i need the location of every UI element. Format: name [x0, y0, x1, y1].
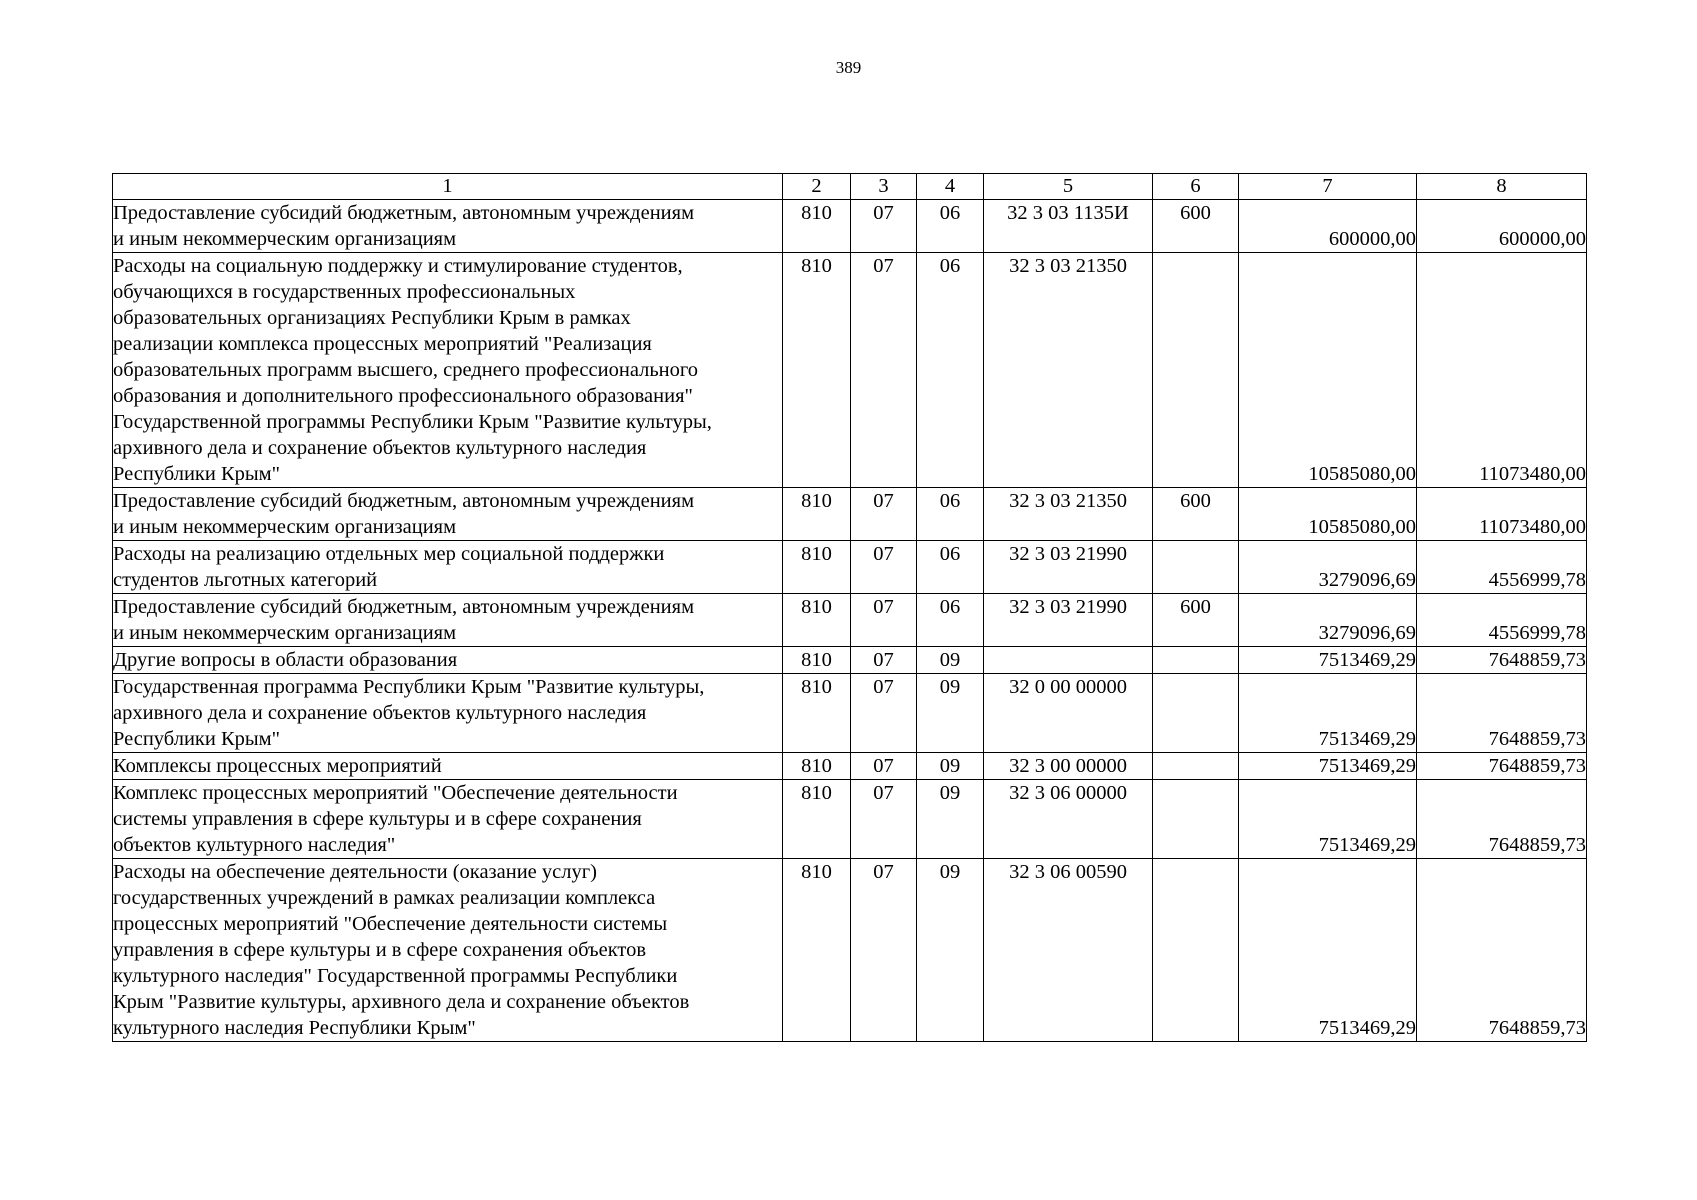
section-code: 07 [851, 200, 917, 253]
table-row [113, 541, 1587, 594]
table-row [113, 647, 1587, 674]
amount-year-1: 7513469,29 [1239, 647, 1417, 674]
target-article-code: 32 3 03 21990 [984, 541, 1153, 594]
row-description [113, 253, 783, 488]
expense-type-code [1153, 780, 1239, 859]
column-number-row [113, 174, 1587, 200]
description-line: образовательных организациях Республики Крым в рамках [113, 307, 631, 329]
target-article-code: 32 3 03 21990 [984, 594, 1153, 647]
subsection-code: 06 [917, 200, 984, 253]
table-row [113, 594, 1587, 647]
page-number: 389 [835, 58, 862, 77]
expense-type-code [1153, 674, 1239, 753]
admin-code: 810 [783, 859, 851, 1042]
section-code: 07 [851, 647, 917, 674]
target-article-code: 32 3 06 00000 [984, 780, 1153, 859]
subsection-code: 09 [917, 859, 984, 1042]
amount-year-2: 4556999,78 [1417, 594, 1587, 647]
amount-year-1: 3279096,69 [1239, 594, 1417, 647]
description-line: и иным некоммерческим организациям [113, 516, 457, 538]
subsection-code: 09 [917, 780, 984, 859]
amount-year-1: 3279096,69 [1239, 541, 1417, 594]
target-article-code [984, 647, 1153, 674]
amount-year-1: 7513469,29 [1239, 674, 1417, 753]
subsection-code: 06 [917, 488, 984, 541]
admin-code: 810 [783, 647, 851, 674]
amount-year-1: 7513469,29 [1239, 753, 1417, 780]
target-article-code: 32 3 06 00590 [984, 859, 1153, 1042]
admin-code: 810 [783, 594, 851, 647]
row-description [113, 647, 783, 674]
description-line: архивного дела и сохранение объектов культурного наследия [113, 702, 647, 724]
expense-type-code [1153, 541, 1239, 594]
description-line: культурного наследия Республики Крым" [113, 1017, 476, 1039]
description-line: Государственная программа Республики Крым "Развитие культуры, [113, 676, 705, 698]
description-line: Комплексы процессных мероприятий [113, 755, 442, 777]
admin-code: 810 [783, 488, 851, 541]
description-line: и иным некоммерческим организациям [113, 228, 457, 250]
table-row [113, 753, 1587, 780]
section-code: 07 [851, 253, 917, 488]
description-line: обучающихся в государственных профессиональных [113, 281, 576, 303]
target-article-code: 32 3 03 21350 [984, 253, 1153, 488]
description-line: образовательных программ высшего, среднего профессионального [113, 359, 699, 381]
admin-code: 810 [783, 780, 851, 859]
column-header: 1 [113, 174, 783, 200]
table-row [113, 780, 1587, 859]
table-row [113, 674, 1587, 753]
row-description [113, 859, 783, 1042]
table-row [113, 859, 1587, 1042]
description-line: государственных учреждений в рамках реализации комплекса [113, 887, 656, 909]
section-code: 07 [851, 488, 917, 541]
section-code: 07 [851, 594, 917, 647]
budget-table [112, 173, 1587, 1042]
description-line: Другие вопросы в области образования [113, 649, 458, 671]
section-code: 07 [851, 674, 917, 753]
column-header: 6 [1153, 174, 1239, 200]
description-line: Государственной программы Республики Крым "Развитие культуры, [113, 411, 712, 433]
description-line: и иным некоммерческим организациям [113, 622, 457, 644]
description-line: объектов культурного наследия" [113, 834, 396, 856]
section-code: 07 [851, 859, 917, 1042]
column-header: 7 [1239, 174, 1417, 200]
description-line: управления в сфере культуры и в сфере сохранения объектов [113, 939, 646, 961]
amount-year-2: 4556999,78 [1417, 541, 1587, 594]
description-line: культурного наследия" Государственной программы Республики [113, 965, 678, 987]
amount-year-2: 7648859,73 [1417, 753, 1587, 780]
column-header: 3 [851, 174, 917, 200]
amount-year-1: 10585080,00 [1239, 253, 1417, 488]
description-line: Республики Крым" [113, 728, 281, 750]
row-description [113, 753, 783, 780]
subsection-code: 06 [917, 541, 984, 594]
expense-type-code [1153, 859, 1239, 1042]
description-line: архивного дела и сохранение объектов культурного наследия [113, 437, 647, 459]
section-code: 07 [851, 541, 917, 594]
section-code: 07 [851, 753, 917, 780]
expense-type-code [1153, 647, 1239, 674]
description-line: Расходы на реализацию отдельных мер социальной поддержки [113, 543, 665, 565]
row-description [113, 780, 783, 859]
expense-type-code: 600 [1153, 488, 1239, 541]
subsection-code: 06 [917, 594, 984, 647]
subsection-code: 06 [917, 253, 984, 488]
expense-type-code: 600 [1153, 594, 1239, 647]
table-row [113, 253, 1587, 488]
amount-year-2: 11073480,00 [1417, 488, 1587, 541]
admin-code: 810 [783, 753, 851, 780]
description-line: Комплекс процессных мероприятий "Обеспечение деятельности [113, 782, 678, 804]
description-line: Республики Крым" [113, 463, 281, 485]
description-line: Расходы на социальную поддержку и стимулирование студентов, [113, 255, 683, 277]
table-row [113, 200, 1587, 253]
admin-code: 810 [783, 200, 851, 253]
description-line: Предоставление субсидий бюджетным, автономным учреждениям [113, 596, 695, 618]
subsection-code: 09 [917, 674, 984, 753]
row-description [113, 594, 783, 647]
amount-year-1: 7513469,29 [1239, 859, 1417, 1042]
table-row [113, 488, 1587, 541]
row-description [113, 200, 783, 253]
expense-type-code [1153, 253, 1239, 488]
description-line: студентов льготных категорий [113, 569, 378, 591]
column-header: 5 [984, 174, 1153, 200]
target-article-code: 32 3 03 21350 [984, 488, 1153, 541]
column-header: 4 [917, 174, 984, 200]
amount-year-1: 10585080,00 [1239, 488, 1417, 541]
amount-year-1: 7513469,29 [1239, 780, 1417, 859]
description-line: Предоставление субсидий бюджетным, автономным учреждениям [113, 202, 695, 224]
description-line: Предоставление субсидий бюджетным, автономным учреждениям [113, 490, 695, 512]
amount-year-2: 600000,00 [1417, 200, 1587, 253]
amount-year-2: 7648859,73 [1417, 780, 1587, 859]
row-description [113, 488, 783, 541]
amount-year-2: 7648859,73 [1417, 647, 1587, 674]
column-header: 8 [1417, 174, 1587, 200]
target-article-code: 32 3 03 1135И [984, 200, 1153, 253]
expense-type-code [1153, 753, 1239, 780]
admin-code: 810 [783, 674, 851, 753]
target-article-code: 32 0 00 00000 [984, 674, 1153, 753]
amount-year-2: 11073480,00 [1417, 253, 1587, 488]
amount-year-2: 7648859,73 [1417, 859, 1587, 1042]
description-line: реализации комплекса процессных мероприятий "Реализация [113, 333, 652, 355]
admin-code: 810 [783, 541, 851, 594]
description-line: процессных мероприятий "Обеспечение деятельности системы [113, 913, 668, 935]
admin-code: 810 [783, 253, 851, 488]
amount-year-1: 600000,00 [1239, 200, 1417, 253]
subsection-code: 09 [917, 647, 984, 674]
description-line: Расходы на обеспечение деятельности (оказание услуг) [113, 861, 597, 883]
subsection-code: 09 [917, 753, 984, 780]
description-line: образования и дополнительного профессионального образования" [113, 385, 693, 407]
target-article-code: 32 3 00 00000 [984, 753, 1153, 780]
amount-year-2: 7648859,73 [1417, 674, 1587, 753]
row-description [113, 674, 783, 753]
expense-type-code: 600 [1153, 200, 1239, 253]
description-line: Крым "Развитие культуры, архивного дела и сохранение объектов [113, 991, 690, 1013]
column-header: 2 [783, 174, 851, 200]
row-description [113, 541, 783, 594]
description-line: системы управления в сфере культуры и в сфере сохранения [113, 808, 642, 830]
section-code: 07 [851, 780, 917, 859]
